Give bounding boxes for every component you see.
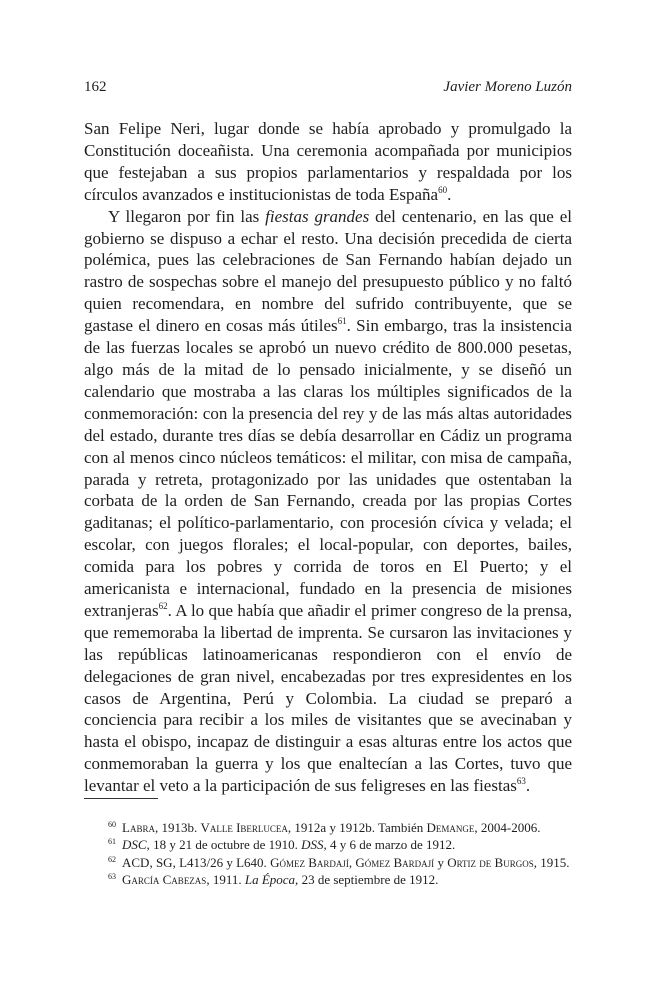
footnote-63: [84, 871, 572, 888]
text-run: , 1911.: [206, 871, 245, 887]
footnote-number: 62: [108, 854, 116, 864]
citation-source: DSS,: [301, 837, 327, 853]
text-run: 23 de septiembre de 1912.: [298, 871, 439, 887]
citation-author: Labra: [122, 820, 155, 835]
body-text: [84, 118, 572, 797]
citation-author: García Cabezas: [122, 871, 207, 887]
footnote-61: [84, 836, 572, 853]
text-run: . A lo que había que añadir el primer congreso de la prensa, que rememoraba la libertad de imprenta. Se cursaron las invitaciones y las repúblicas latinoamericanas respondieron con el envío de delegaciones de gran nivel, encabezadas por tres expresidentes en los casos de Argentina, Perú y Colombia. La ciudad se preparó a conciencia para recibir a los miles de visitantes que se avecinaban y hasta el obispo, incapaz de distinguir a esas alturas entre los actos que conmemoraban la guerra y los que enaltecían a las Cortes, tuvo que levantar el veto a la participación de sus feligreses en las fiestas: [84, 600, 572, 796]
footnote-number: 63: [108, 871, 116, 881]
footnote-number: 60: [108, 820, 116, 829]
text-run: 4 y 6 de marzo de 1912.: [326, 837, 456, 853]
citation-source: La Época,: [244, 871, 299, 887]
citation-author: Valle Iberlucea: [200, 820, 288, 835]
footnotes: [84, 819, 572, 888]
text-run: San Felipe Neri, lugar donde se había aprobado y promulgado la Constitución doceañista. Una ceremonia acompañada por municipios que festejaban a sus propios parlamentarios y respaldada por los círculos avanzados e institucionistas de toda España: [84, 119, 572, 204]
footnote-divider: [84, 798, 158, 799]
citation-author: Gómez Bardají: [270, 854, 349, 870]
text-run: ACD, SG, L413/26 y L640.: [122, 854, 271, 870]
running-head-author: Javier Moreno Luzón: [443, 79, 572, 95]
footnote-ref-61[interactable]: 61: [337, 316, 347, 327]
text-run: .: [447, 184, 452, 204]
text-run: del centenario, en las que el gobierno se dispuso a echar el resto. Una decisión precedida de cierta polémica, pues las celebraciones de San Fernando habían dejado un rastro de sospechas sobre el manejo del presupuesto público y no faltó quien recomendara, en nombre del sufrido contribuyente, que se gastase el dinero en cosas más útiles: [84, 206, 572, 336]
text-run: y: [434, 854, 448, 870]
citation-author: Gómez Bardají: [355, 854, 435, 870]
text-run: 18 y 21 de octubre de 1910.: [149, 837, 302, 853]
footnote-62: [84, 854, 572, 871]
text-run: . Sin embargo, tras la insistencia de las fuerzas locales se aprobó un nuevo crédito de 800.000 pesetas, algo más de la mitad de lo pensado inicialmente, y se diseñó un calendario que mostraba a las claras los múltiples significados de la conmemoración: con la presencia del rey y de las más altas autoridades del estado, durante tres días se debía desarrollar en Cádiz un programa con al menos cinco núcleos temáticos: el militar, con misa de campaña, parada y retreta, protagonizado por las unidades que ostentaban la corbata de la orden de San Fernando, creada por las propias Cortes gaditanas; el político-parlamentario, con procesión cívica y velada; el escolar, con juegos florales; el local-popular, con deportes, bailes, comida para los pobres y corrida de toros en El Puerto; y el americanista e internacional, fundado en la presencia de misiones extranjeras: [84, 316, 573, 620]
page-number: 162: [84, 79, 107, 95]
paragraph-1: [84, 118, 572, 206]
text-run: , 2004-2006.: [474, 820, 541, 835]
citation-author: Ortiz de Burgos: [447, 854, 534, 870]
footnote-ref-62[interactable]: 62: [158, 600, 168, 611]
text-run: , 1913b.: [154, 820, 201, 835]
text-run: ,: [348, 854, 356, 870]
text-run: , 1915.: [533, 854, 570, 870]
text-run: Y llegaron por fin las: [108, 206, 266, 226]
emphasis-text: fiestas grandes: [265, 206, 370, 226]
text-run: , 1912a y 1912b. También: [287, 820, 427, 835]
text-run: .: [525, 776, 531, 796]
citation-author: Demange: [426, 820, 475, 835]
paragraph-2: [84, 206, 572, 797]
footnote-number: 61: [108, 837, 116, 847]
citation-source: DSC,: [122, 837, 150, 853]
footnote-ref-63[interactable]: 63: [516, 776, 526, 787]
footnote-ref-60[interactable]: 60: [438, 184, 448, 195]
footnote-60: [84, 819, 572, 836]
